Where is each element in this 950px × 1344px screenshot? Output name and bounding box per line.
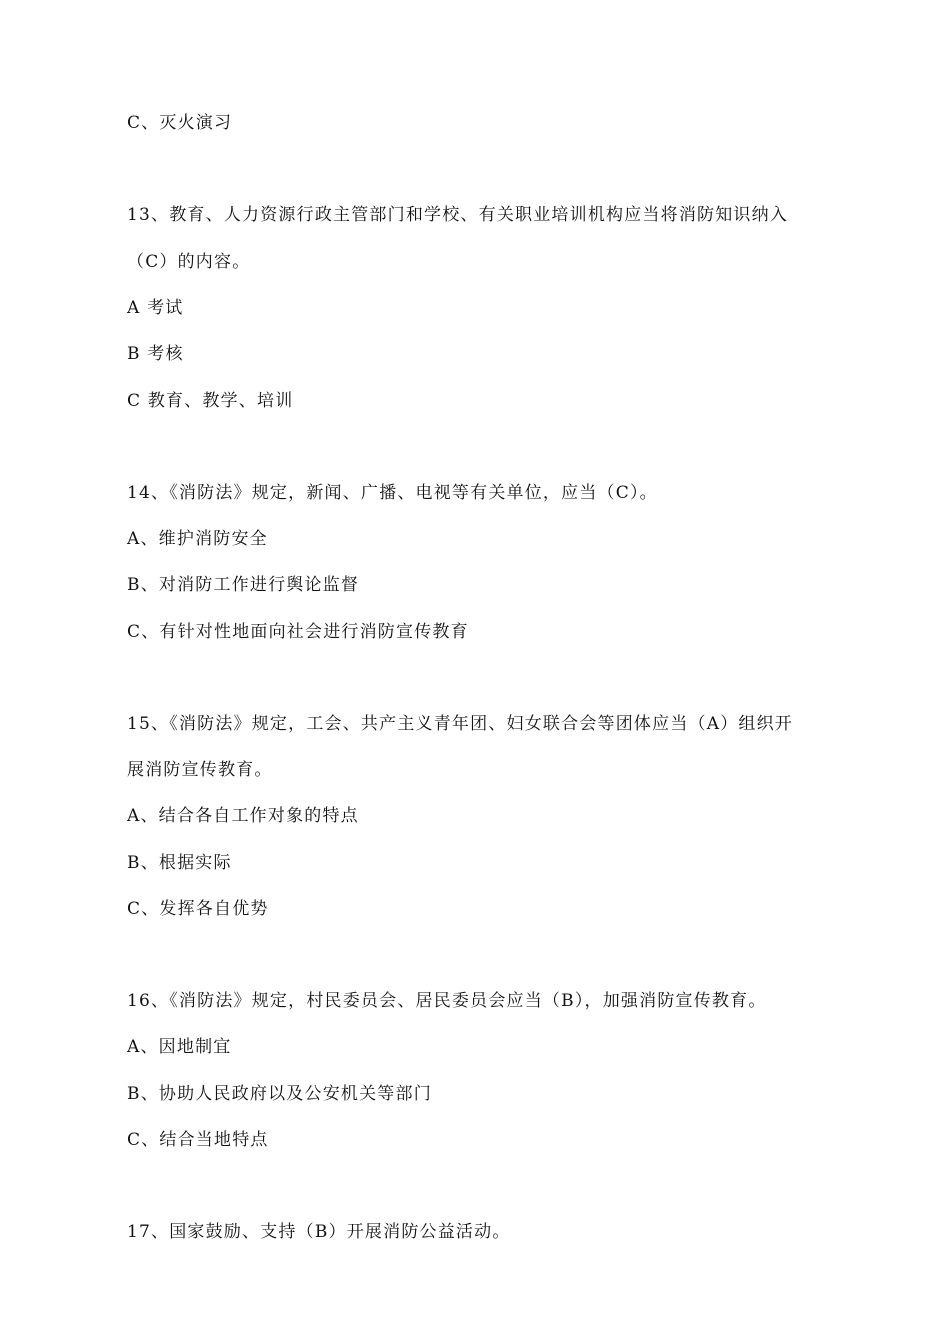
q15-question-line-2: 展消防宣传教育。	[127, 760, 273, 780]
q15-option-a: A、结合各自工作对象的特点	[127, 806, 359, 826]
q14-question: 14、《消防法》规定，新闻、广播、电视等有关单位，应当（C）。	[127, 483, 658, 503]
q13-question-line-1: 13、教育、人力资源行政主管部门和学校、有关职业培训机构应当将消防知识纳入	[127, 205, 789, 225]
q14-option-b: B、对消防工作进行舆论监督	[127, 575, 360, 595]
q14-option-a: A、维护消防安全	[127, 529, 268, 549]
q13-question-line-2: （C）的内容。	[127, 252, 251, 272]
q12-option-c: C、灭火演习	[127, 113, 233, 133]
q15-option-b: B、根据实际	[127, 853, 232, 873]
q13-option-b: B 考核	[127, 344, 184, 364]
q16-question: 16、《消防法》规定，村民委员会、居民委员会应当（B），加强消防宣传教育。	[127, 991, 767, 1011]
q14-option-c: C、有针对性地面向社会进行消防宣传教育	[127, 622, 469, 642]
q16-option-c: C、结合当地特点	[127, 1130, 269, 1150]
q16-option-b: B、协助人民政府以及公安机关等部门	[127, 1084, 432, 1104]
q13-option-c: C 教育、教学、培训	[127, 391, 294, 411]
q15-question-line-1: 15、《消防法》规定，工会、共产主义青年团、妇女联合会等团体应当（A）组织开	[127, 714, 794, 734]
q17-question: 17、国家鼓励、支持（B）开展消防公益活动。	[127, 1222, 511, 1242]
q16-option-a: A、因地制宜	[127, 1037, 232, 1057]
q13-option-a: A 考试	[127, 298, 184, 318]
q15-option-c: C、发挥各自优势	[127, 899, 269, 919]
